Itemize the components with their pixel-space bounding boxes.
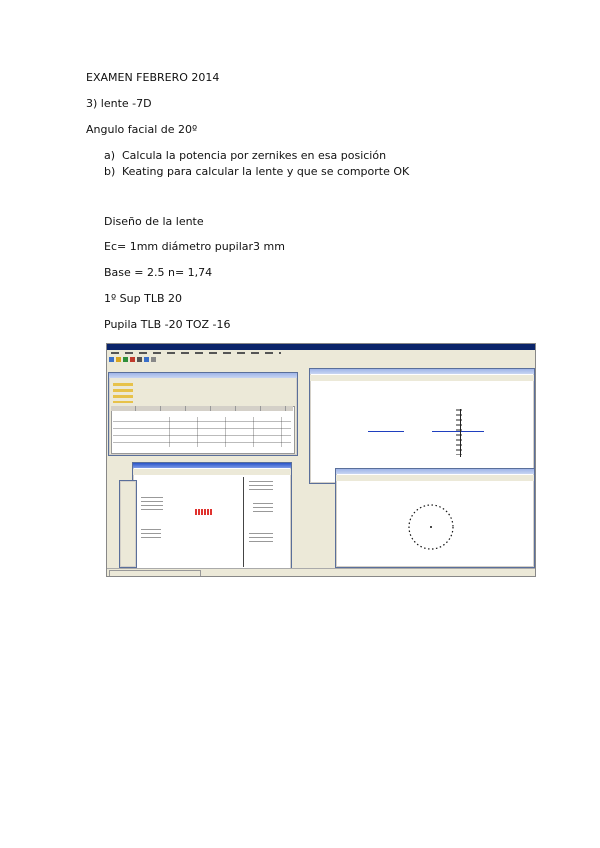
status-bar [107, 568, 535, 577]
list-marker: a) [104, 149, 116, 162]
list-item [104, 149, 409, 165]
toolbar-icon [137, 357, 142, 362]
app-toolbar [107, 356, 535, 364]
task-list [104, 149, 409, 181]
param-base-n: Base = 2.5 n= 1,74 [104, 266, 213, 279]
layout-window [309, 368, 535, 484]
window-title [133, 463, 291, 468]
prescription-report-window [132, 462, 292, 570]
param-pupila: Pupila TLB -20 TOZ -16 [104, 318, 231, 331]
window-title [109, 373, 297, 378]
list-item [104, 165, 409, 181]
toolbar-icon [123, 357, 128, 362]
spot-diagram-window [335, 468, 535, 568]
facial-angle: Angulo facial de 20º [86, 123, 198, 136]
toolbar-icon [151, 357, 156, 362]
toolbar-icon [130, 357, 135, 362]
list-item-text: Calcula la potencia por zernikes en esa posición [122, 149, 387, 162]
problem-statement: 3) lente -7D [86, 97, 152, 110]
toolbar-icon [109, 357, 114, 362]
design-heading: Diseño de la lente [104, 215, 204, 228]
param-ec-diameter: Ec= 1mm diámetro pupilar3 mm [104, 240, 285, 253]
toolbar-icon [116, 357, 121, 362]
side-panel [119, 480, 137, 568]
param-sup-tlb: 1º Sup TLB 20 [104, 292, 182, 305]
spot-ring [396, 497, 466, 557]
lens-data-window [108, 372, 298, 456]
software-screenshot [106, 343, 536, 577]
exam-title: EXAMEN FEBRERO 2014 [86, 71, 220, 84]
toolbar-icon [144, 357, 149, 362]
list-item-text: Keating para calcular la lente y que se comporte OK [122, 165, 410, 178]
window-title [336, 469, 534, 474]
list-marker: b) [104, 165, 116, 178]
window-title [310, 369, 534, 374]
status-bar-pane [109, 570, 201, 577]
